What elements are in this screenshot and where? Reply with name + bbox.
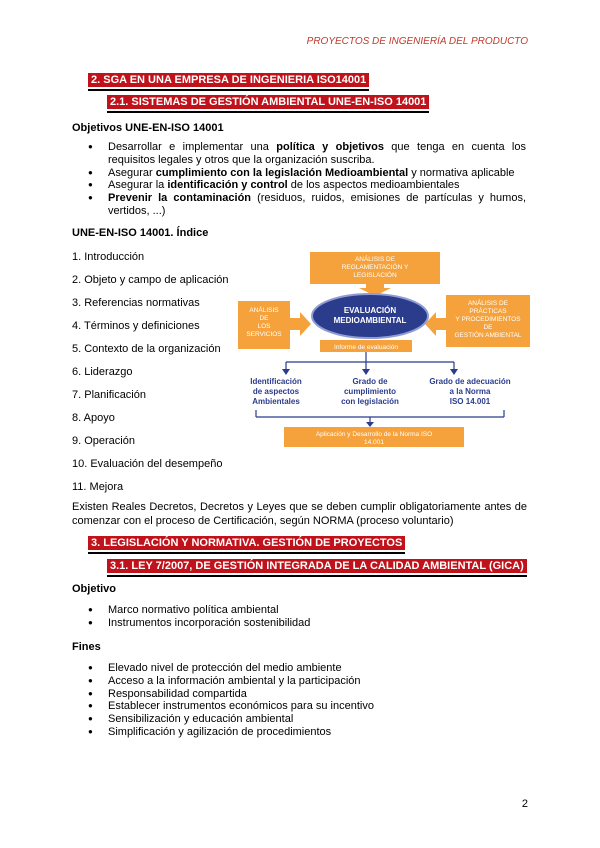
top-box-line-2: REGLAMENTACIÓN Y bbox=[341, 264, 409, 271]
ems-diagram bbox=[236, 250, 530, 450]
objetivo-list bbox=[88, 604, 526, 630]
list-item: ● Prevenir la contaminación (residuos, ruidos, emisiones de partículas y humos, vertidos, ...) bbox=[88, 192, 526, 218]
left-box-line-1: ANÁLISIS bbox=[249, 307, 279, 314]
left-box-line-4: SERVICIOS bbox=[246, 331, 282, 338]
right-box-line-1: ANÁLISIS DE bbox=[467, 300, 509, 307]
output-1-line-3: Ambientales bbox=[252, 397, 300, 406]
output-3-line-2: a la Norma bbox=[449, 387, 491, 396]
section-2-1-heading: 2.1. SISTEMAS DE GESTIÓN AMBIENTAL UNE-EN-ISO 14001 bbox=[107, 95, 429, 111]
left-arrow bbox=[290, 312, 311, 336]
indice-item-7: 7. Planificación bbox=[72, 389, 146, 401]
list-item: ● Asegurar cumplimiento con la legislación Medioambiental y normativa aplicable bbox=[88, 167, 526, 180]
left-box-line-3: LOS bbox=[257, 323, 271, 330]
informe-text: Informe de evaluación bbox=[334, 344, 398, 351]
indice-item-6: 6. Liderazgo bbox=[72, 366, 133, 378]
list-item: ● Sensibilización y educación ambiental bbox=[88, 713, 526, 726]
center-line-2: MEDIOAMBIENTAL bbox=[333, 316, 407, 325]
top-box-line-1: ANÁLISIS DE bbox=[354, 256, 396, 263]
output-3-line-3: ISO 14.001 bbox=[449, 397, 491, 406]
section-3-1-heading: 3.1. LEY 7/2007, DE GESTIÓN INTEGRADA DE LA CALIDAD AMBIENTAL (GICA) bbox=[107, 559, 527, 575]
list-item: ● Marco normativo política ambiental bbox=[88, 604, 526, 617]
top-box-line-3: LEGISLACIÓN bbox=[353, 272, 397, 279]
left-box-line-2: DE bbox=[259, 315, 269, 322]
fines-heading: Fines bbox=[72, 641, 101, 653]
right-box-line-3: Y PROCEDIMIENTOS bbox=[455, 316, 521, 323]
right-box-line-4: DE bbox=[483, 324, 493, 331]
output-1-line-1: Identificación bbox=[250, 377, 302, 386]
output-2-line-2: cumplimiento bbox=[343, 387, 397, 396]
decrees-paragraph: Existen Reales Decretos, Decretos y Leyes que se deben cumplir obligatoriamente antes de comenzar con el proceso de Certificación, según NORMA (proceso voluntario) bbox=[72, 501, 527, 527]
indice-item-2: 2. Objeto y campo de aplicación bbox=[72, 274, 229, 286]
list-item: ● Responsabilidad compartida bbox=[88, 688, 526, 701]
list-item: ● Desarrollar e implementar una política y objetivos que tenga en cuenta los requisitos legales y otros que la organización suscriba. bbox=[88, 141, 526, 167]
indice-item-10: 10. Evaluación del desempeño bbox=[72, 458, 223, 470]
indice-heading: UNE-EN-ISO 14001. Índice bbox=[72, 227, 209, 239]
section-3-heading: 3. LEGISLACIÓN Y NORMATIVA. GESTIÓN DE PROYECTOS bbox=[88, 536, 405, 552]
list-item: ● Establecer instrumentos económicos para su incentivo bbox=[88, 700, 526, 713]
section-2-heading: 2. SGA EN UNA EMPRESA DE INGENIERIA ISO14001 bbox=[88, 73, 369, 89]
bottom-box-line-2: 14.001 bbox=[364, 439, 384, 446]
list-item: ● Elevado nivel de protección del medio ambiente bbox=[88, 662, 526, 675]
output-2-line-1: Grado de bbox=[352, 377, 388, 386]
list-item: ● Simplificación y agilización de procedimientos bbox=[88, 726, 526, 739]
objetivo-heading: Objetivo bbox=[72, 583, 117, 595]
indice-item-3: 3. Referencias normativas bbox=[72, 297, 200, 309]
list-item: ● Asegurar la identificación y control de los aspectos medioambientales bbox=[88, 179, 526, 192]
list-item: ● Acceso a la información ambiental y la participación bbox=[88, 675, 526, 688]
indice-item-5: 5. Contexto de la organización bbox=[72, 343, 221, 355]
right-box-line-5: GESTIÓN AMBIENTAL bbox=[454, 332, 522, 339]
fines-list bbox=[88, 662, 526, 739]
indice-item-1: 1. Introducción bbox=[72, 251, 145, 263]
list-item: ● Instrumentos incorporación sostenibilidad bbox=[88, 617, 526, 630]
output-1-line-2: de aspectos bbox=[252, 387, 300, 396]
page-header: PROYECTOS DE INGENIERÍA DEL PRODUCTO bbox=[306, 36, 528, 47]
bottom-box-line-1: Aplicación y Desarrollo de la Norma ISO bbox=[315, 431, 433, 438]
objetivos-list bbox=[88, 141, 526, 218]
indice-item-8: 8. Apoyo bbox=[72, 412, 115, 424]
output-3-line-1: Grado de adecuación bbox=[429, 377, 511, 386]
output-2-line-3: con legislación bbox=[341, 397, 399, 406]
indice-item-11: 11. Mejora bbox=[72, 481, 124, 493]
right-box-line-2: PRÁCTICAS bbox=[469, 308, 507, 315]
center-line-1: EVALUACIÓN bbox=[343, 306, 397, 315]
indice-item-9: 9. Operación bbox=[72, 435, 135, 447]
indice-item-4: 4. Términos y definiciones bbox=[72, 320, 200, 332]
page-number: 2 bbox=[521, 798, 528, 810]
objetivos-heading: Objetivos UNE-EN-ISO 14001 bbox=[72, 122, 224, 134]
